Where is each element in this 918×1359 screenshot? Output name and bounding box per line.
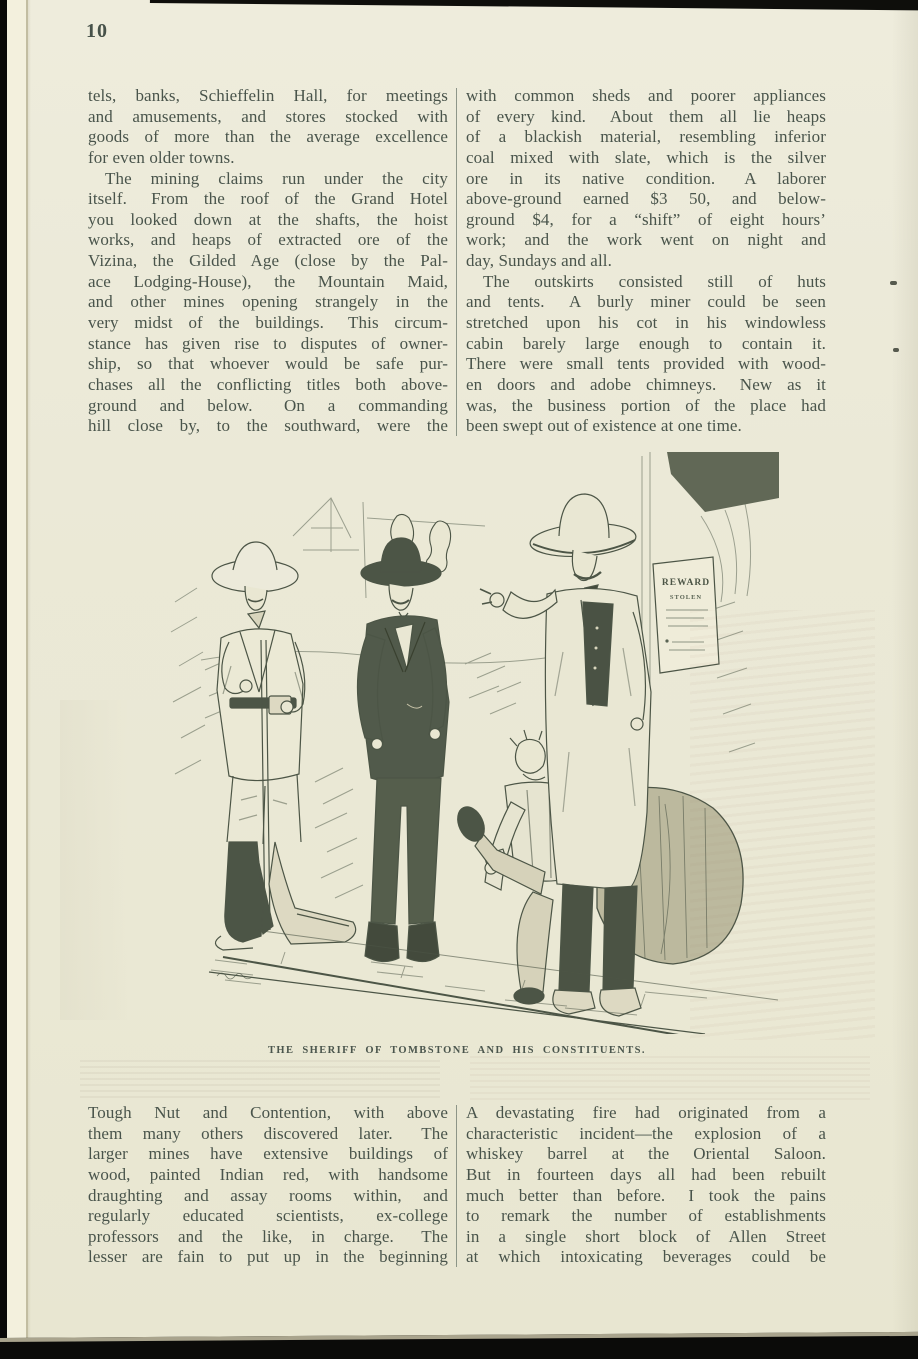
text-line: with common sheds and poorer appliances [466, 86, 826, 105]
book-binding-edge [0, 0, 7, 1359]
text-line: cabin barely large enough to contain it. [466, 333, 826, 353]
text-line: lesser are fain to put up in the beginning [88, 1247, 448, 1267]
text-line: and amusements, and stores stocked with [88, 106, 448, 126]
text-line: work; and the work went on night and [466, 230, 826, 250]
text-line: characteristic incident—the explosion of a [466, 1123, 826, 1143]
page-edge-mark [893, 348, 899, 352]
text-line: ship, so that whoever would be safe pur- [88, 354, 448, 374]
text-line: day, Sundays and all. [466, 251, 612, 271]
text-line: Tough Nut and Contention, with above [88, 1103, 448, 1122]
text-line: very midst of the buildings. This circum- [88, 313, 448, 333]
text-line: works, and heaps of extracted ore of the [88, 230, 448, 250]
bottom-right-column [466, 1103, 826, 1268]
text-line: The outskirts consisted still of huts [483, 271, 826, 291]
text-line: above-ground earned $3 50, and below- [466, 189, 826, 209]
text-line: you looked down at the shafts, the hoist [88, 209, 448, 229]
top-text-block [88, 86, 826, 438]
text-line: and tents. A burly miner could be seen [466, 292, 826, 312]
text-line: larger mines have extensive buildings of [88, 1144, 448, 1164]
text-line: ground and below. On a commanding [88, 395, 448, 415]
text-line: goods of more than the average excellence [88, 127, 448, 147]
text-line: in a single short block of Allen Street [466, 1226, 826, 1246]
page-edge-mark [890, 281, 897, 285]
text-line: of a blackish material, resembling inferior [466, 127, 826, 147]
text-line: for even older towns. [88, 147, 235, 167]
text-line: chases all the conflicting titles both above- [88, 374, 448, 394]
illustration-sheriff-engraving [145, 452, 779, 1034]
text-line: much better than before. I took the pains [466, 1185, 826, 1205]
text-line: ground $4, for a “shift” of eight hours’ [466, 209, 826, 229]
column-divider-rule [456, 88, 457, 436]
text-line: But in fourteen days all had been rebuilt [466, 1164, 826, 1184]
eave-shadow [667, 452, 779, 512]
text-line: stance has given rise to disputes of owner- [88, 333, 448, 353]
top-right-column [466, 86, 826, 437]
text-line: professors and the like, in charge. The [88, 1226, 448, 1246]
text-line: draughting and assay rooms within, and [88, 1185, 448, 1205]
text-line: coal mixed with slate, which is the silver [466, 147, 826, 167]
text-line: regularly educated scientists, ex-college [88, 1206, 448, 1226]
left-cowboy-figure [212, 542, 356, 950]
poster-subtitle: STOLEN [669, 594, 703, 601]
text-line: itself. From the roof of the Grand Hotel [88, 189, 448, 209]
tall-sheriff-figure [480, 494, 651, 1016]
text-line: to remark the number of establishments [466, 1206, 826, 1226]
illustration-caption: THE SHERIFF OF TOMBSTONE AND HIS CONSTITUENTS. [268, 1045, 646, 1056]
text-line: and other mines opening strangely in the [88, 292, 448, 312]
text-line: whiskey barrel at the Oriental Saloon. [466, 1144, 826, 1164]
middle-figure [357, 538, 449, 962]
text-line: been swept out of existence at one time. [466, 416, 742, 436]
bottom-left-column [88, 1103, 448, 1268]
top-left-column [88, 86, 448, 437]
text-line: There were small tents provided with wood- [466, 354, 826, 374]
text-line: The mining claims run under the city [105, 168, 448, 188]
text-line: wood, painted Indian red, with handsome [88, 1164, 448, 1184]
text-line: Vizina, the Gilded Age (close by the Pal- [88, 251, 448, 271]
text-line: was, the business portion of the place had [466, 395, 826, 415]
text-line: ore in its native condition. A laborer [466, 168, 826, 188]
poster-title: REWARD [661, 578, 711, 588]
text-line: hill close by, to the southward, were the [88, 416, 448, 436]
column-divider-rule [456, 1105, 457, 1267]
bottom-text-block [88, 1103, 826, 1269]
text-line: en doors and adobe chimneys. New as it [466, 374, 826, 394]
text-line: stretched upon his cot in his windowless [466, 313, 826, 333]
text-line: ace Lodging-House), the Mountain Maid, [88, 271, 448, 291]
reward-poster [653, 557, 719, 673]
page-number: 10 [86, 20, 108, 42]
text-line: tels, banks, Schieffelin Hall, for meetings [88, 86, 448, 105]
text-line: A devastating fire had originated from a [466, 1103, 826, 1122]
text-line: them many others discovered later. The [88, 1123, 448, 1143]
text-line: at which intoxicating beverages could be [466, 1247, 826, 1267]
text-line: of every kind. About them all lie heaps [466, 106, 826, 126]
